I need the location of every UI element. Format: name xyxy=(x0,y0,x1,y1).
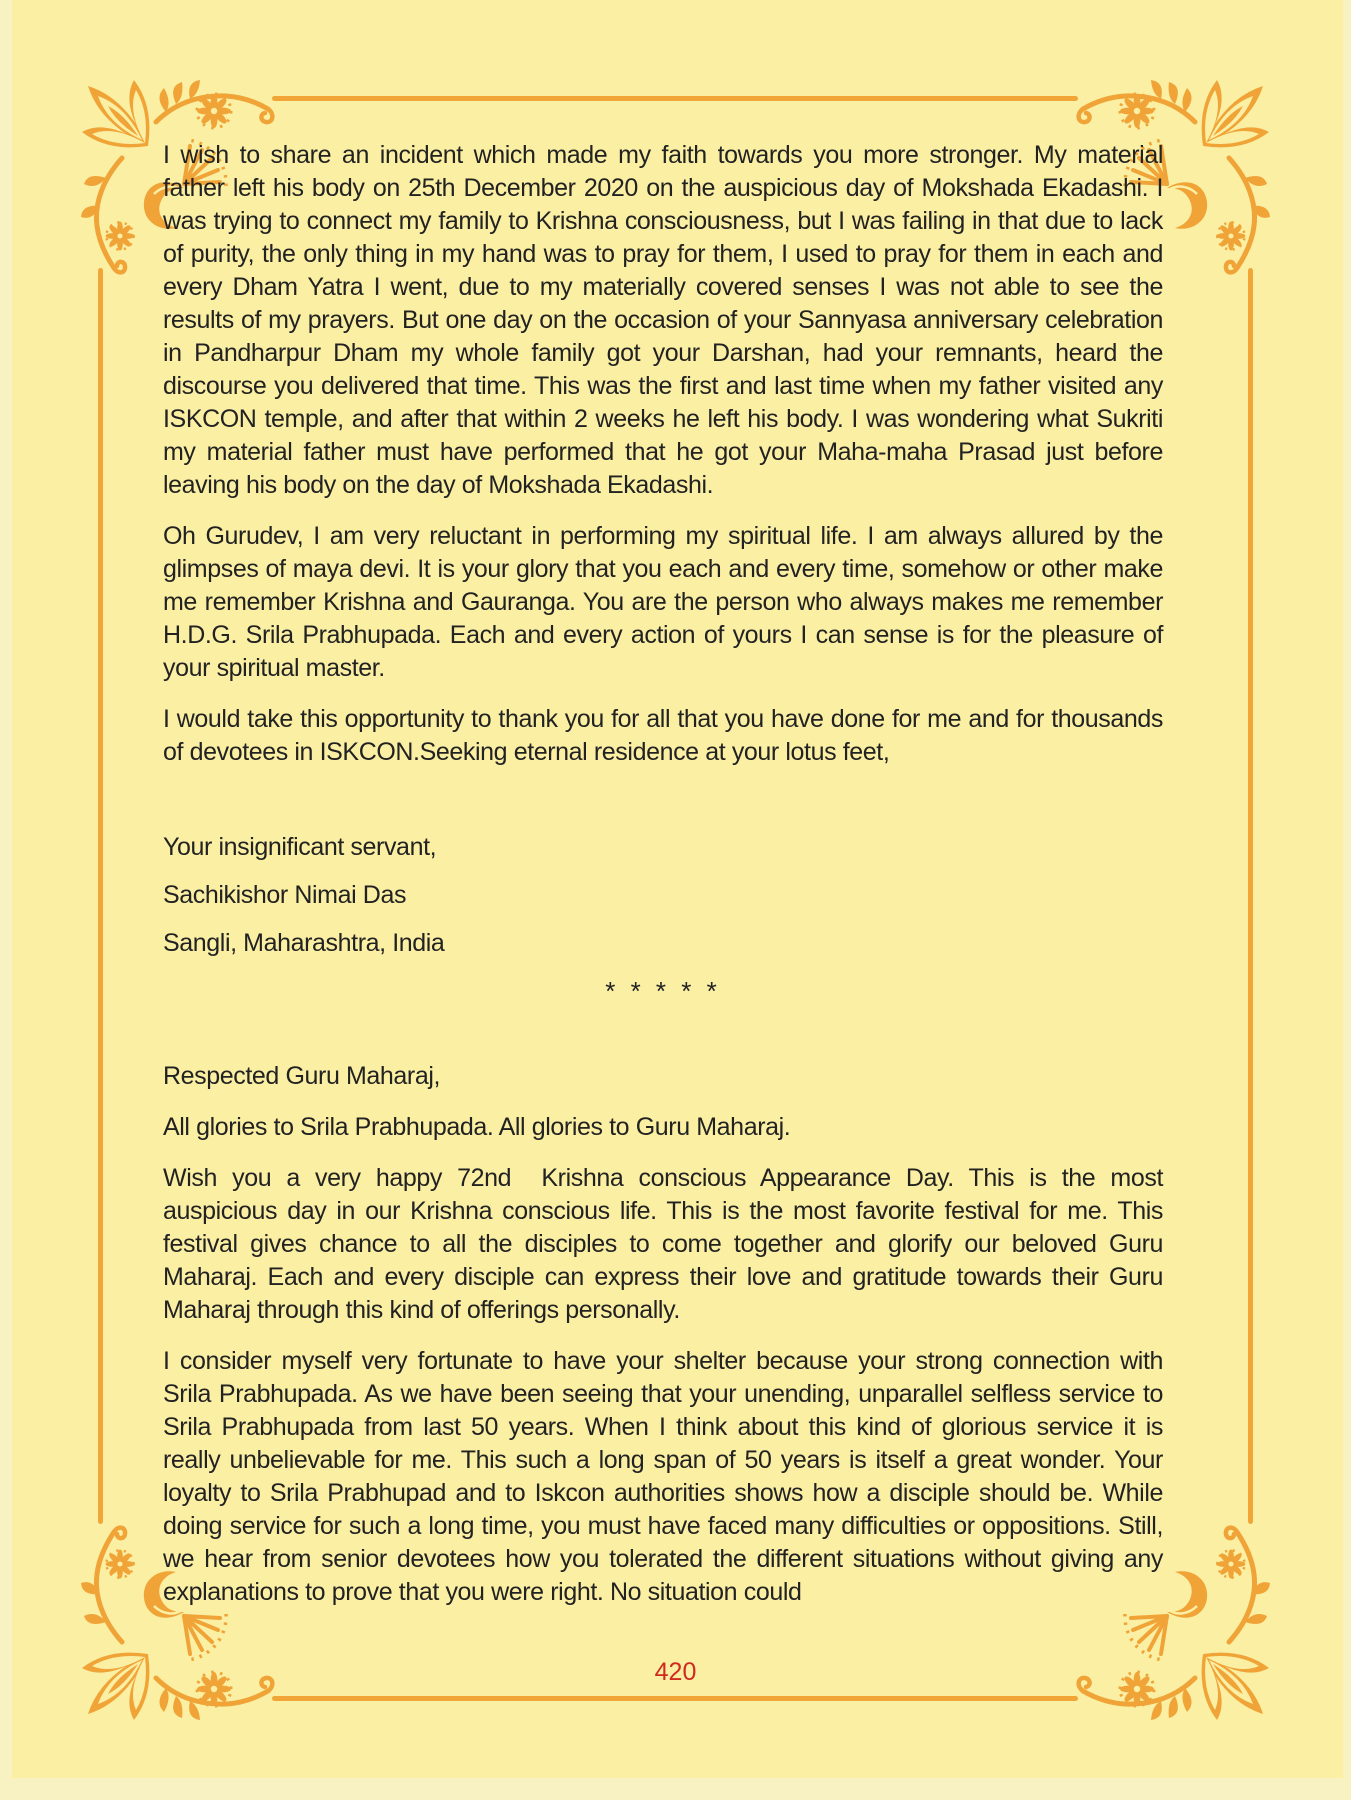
signature-name: Sachikishor Nimai Das xyxy=(163,881,407,909)
offering-paragraph: Oh Gurudev, I am very reluctant in performing my spiritual life. I am always allured by the glimpses of maya devi. It is your glory that you each and every time, somehow or other make me remember Krishna and Gauranga. You are the person who always makes me remember H.D.G. Srila Prabhupada. Each and every action of yours I can sense is for the pleasure of your spiritual master. xyxy=(163,522,1163,682)
offering-paragraph: I would take this opportunity to thank you for all that you have done for me and for thousands of devotees in ISKCON.Seeking eternal residence at your lotus feet, xyxy=(163,705,1163,766)
page-number: 420 xyxy=(654,1658,697,1686)
frame-line-left xyxy=(98,268,103,1524)
offering-text xyxy=(163,139,1163,1627)
signature-block xyxy=(163,831,1163,960)
star-divider: * * * * * xyxy=(605,976,721,1006)
page-edge-right xyxy=(1343,0,1351,1800)
next-offering xyxy=(163,1060,1163,1609)
signature-closing: Your insignificant servant, xyxy=(163,833,437,861)
page-edge-bottom xyxy=(0,1778,1351,1800)
offering-paragraph: I consider myself very fortunate to have your shelter because your strong connection with Srila Prabhupada. As we have been seeing that your unending, unparallel selfless service to Srila Prabhupada from last 50 years. When I think about this kind of glorious service it is really unbelievable for me. This such a long span of 50 years is itself a great wonder. Your loyalty to Srila Prabhupad and to Iskcon authorities shows how a disciple should be. While doing service for such a long time, you must have faced many difficulties or oppositions. Still, we hear from senior devotees how you tolerated the different situations without giving any explanations to prove that you were right. No situation could xyxy=(163,1347,1163,1606)
frame-line-top xyxy=(272,96,1078,101)
frame-line-bottom xyxy=(272,1696,1078,1701)
page-edge-left xyxy=(0,0,12,1800)
frame-line-right xyxy=(1248,268,1253,1524)
salutation: Respected Guru Maharaj, xyxy=(163,1062,441,1090)
signature-location: Sangli, Maharashtra, India xyxy=(163,929,445,957)
offering-paragraph: Wish you a very happy 72nd Krishna conscious Appearance Day. This is the most auspicious day in our Krishna conscious life. This is the most favorite festival for me. This festival gives chance to all the disciples to come together and glorify our beloved Guru Maharaj. Each and every disciple can express their love and gratitude towards their Guru Maharaj through this kind of offerings personally. xyxy=(163,1164,1163,1324)
glorification-line: All glories to Srila Prabhupada. All glories to Guru Maharaj. xyxy=(163,1113,791,1141)
offering-paragraph: I wish to share an incident which made my faith towards you more stronger. My material father left his body on 25th December 2020 on the auspicious day of Mokshada Ekadashi. I was trying to connect my family to Krishna consciousness, but I was failing in that due to lack of purity, the only thing in my hand was to pray for them, I used to pray for them in each and every Dham Yatra I went, due to my materially covered senses I was not able to see the results of my prayers. But one day on the occasion of your Sannyasa anniversary celebration in Pandharpur Dham my whole family got your Darshan, had your remnants, heard the discourse you delivered that time. This was the first and last time when my father visited any ISKCON temple, and after that within 2 weeks he left his body. I was wondering what Sukriti my material father must have performed that he got your Maha-maha Prasad just before leaving his body on the day of Mokshada Ekadashi. xyxy=(163,141,1163,499)
